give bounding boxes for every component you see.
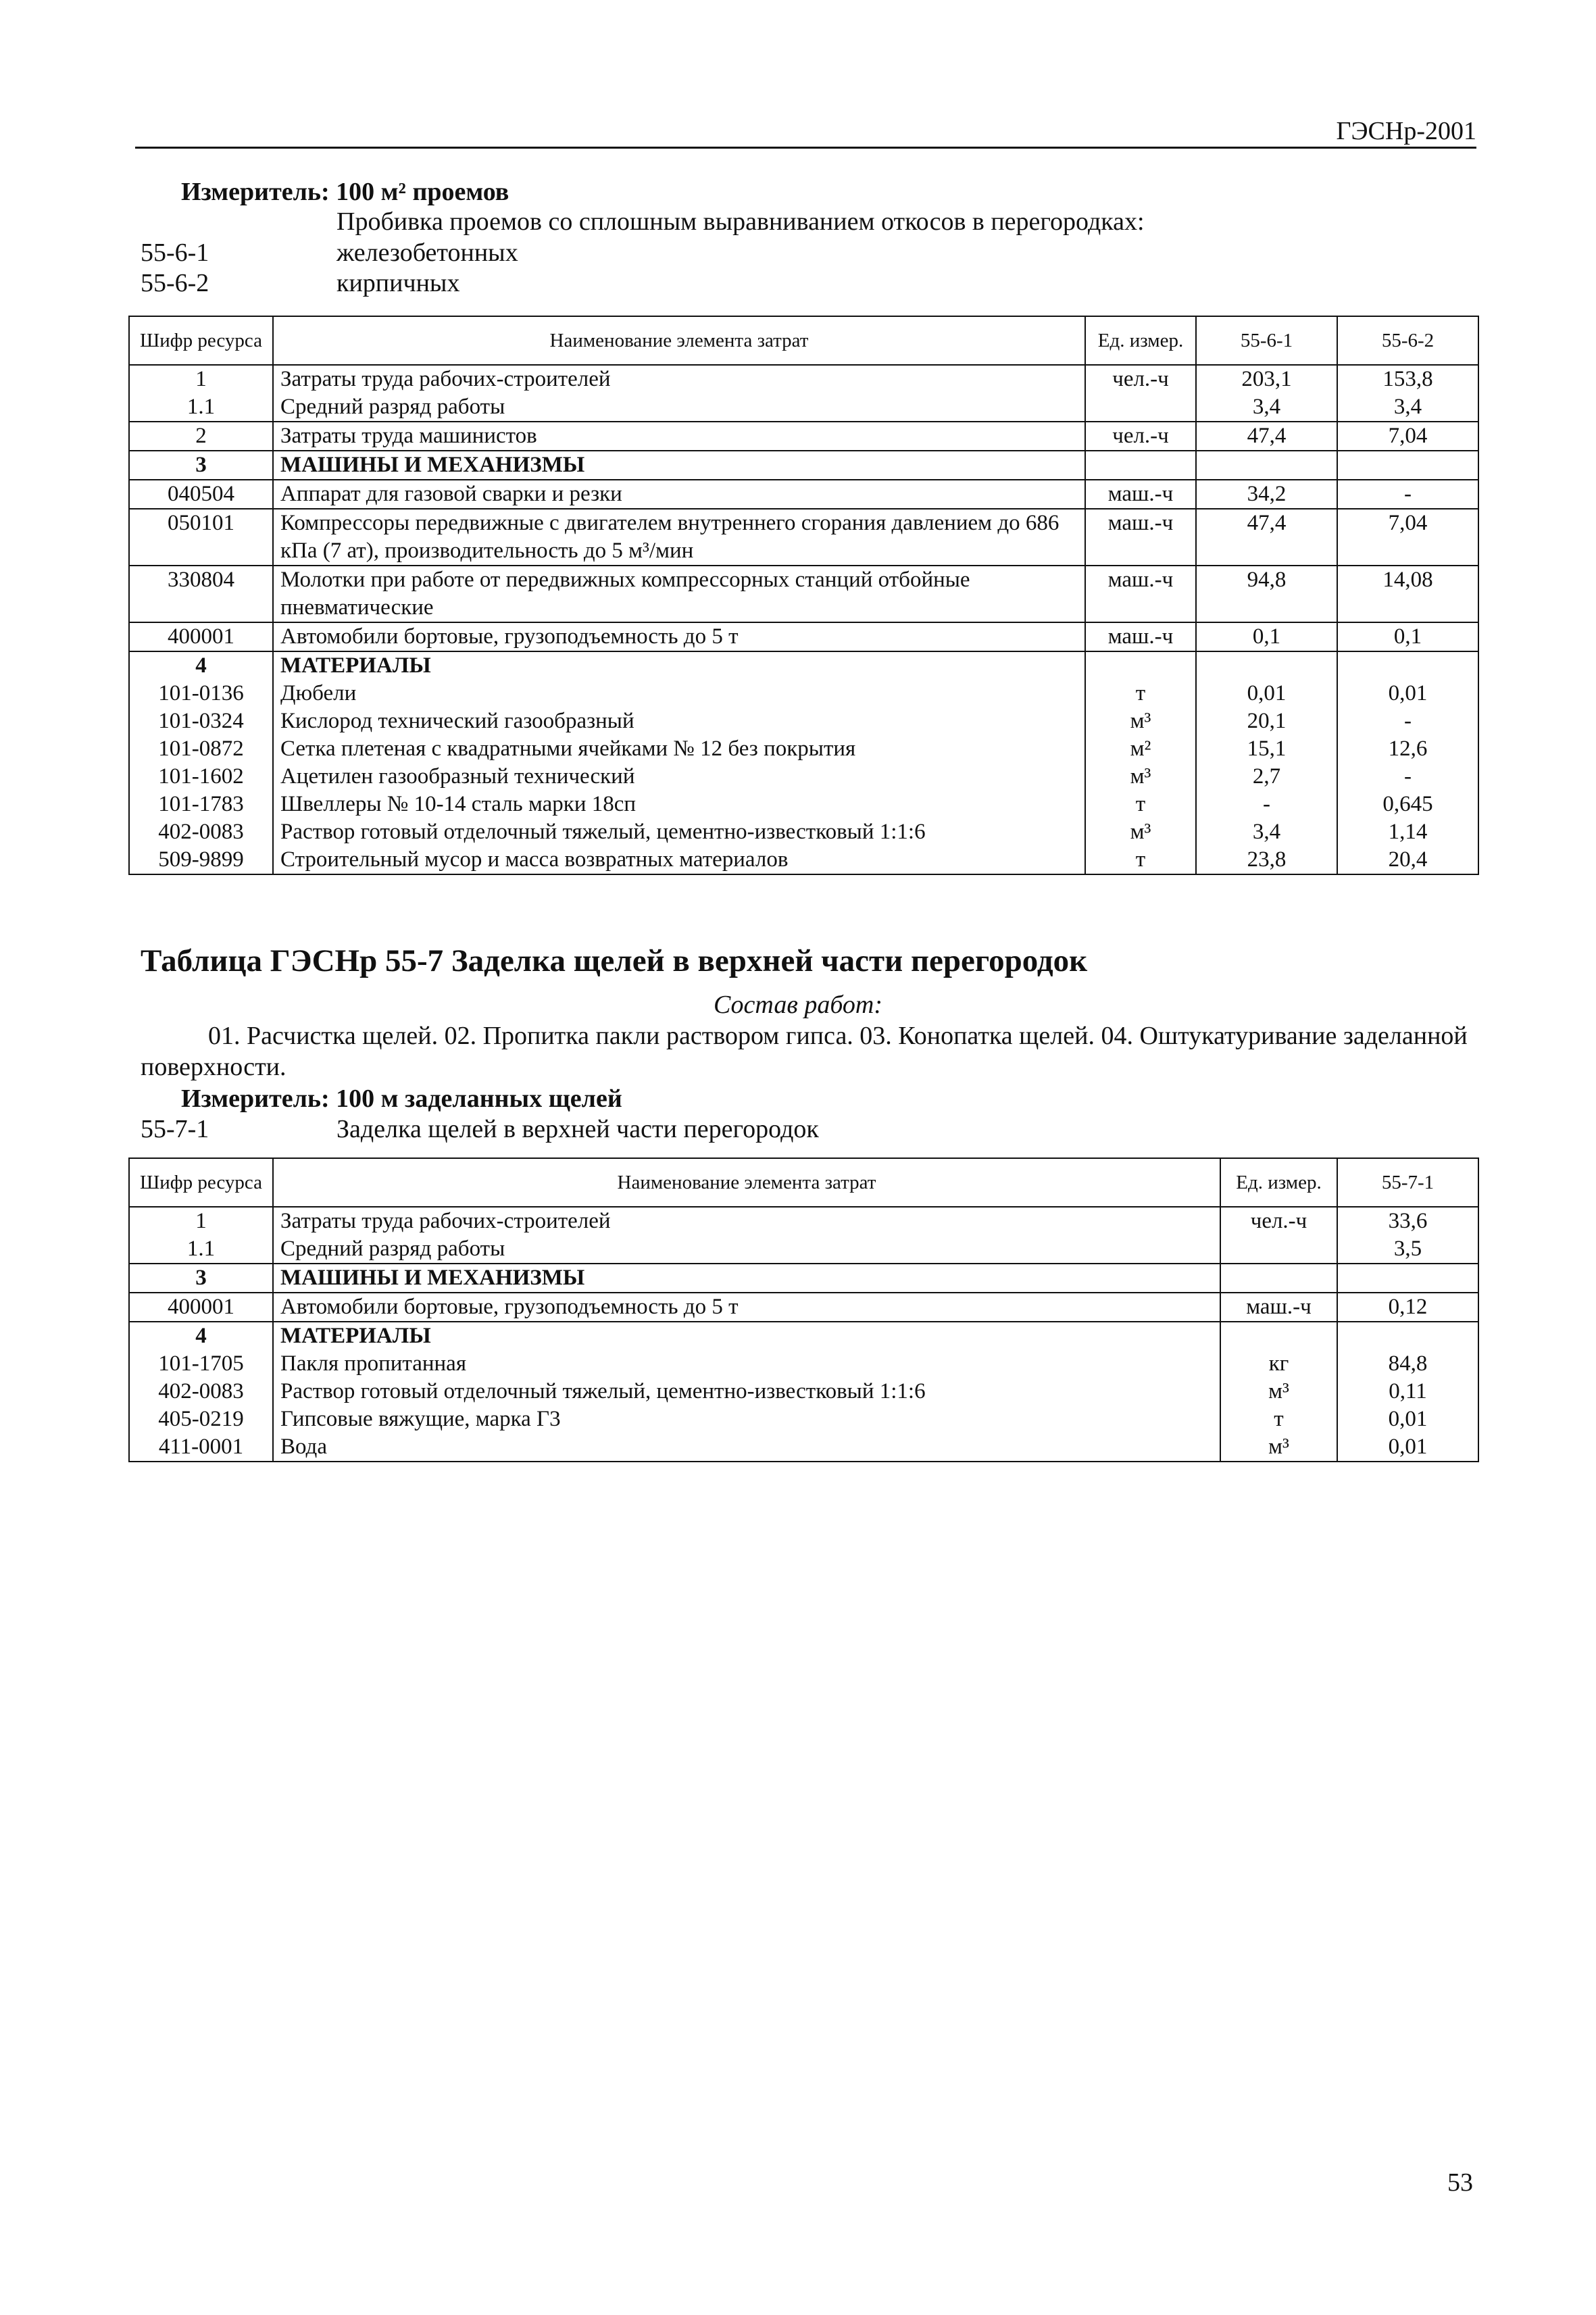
meter-line: Измеритель: 100 м заделанных щелей bbox=[181, 1085, 622, 1113]
value-cell: 0,11 bbox=[1337, 1378, 1478, 1405]
resource-name-cell: Гипсовые вяжущие, марка Г3 bbox=[273, 1405, 1220, 1433]
value-cell: 0,1 bbox=[1337, 622, 1478, 651]
value-cell bbox=[1337, 651, 1478, 680]
value-cell bbox=[1337, 1264, 1478, 1293]
resource-code-cell: 402-0083 bbox=[129, 1378, 273, 1405]
unit-cell: чел.-ч bbox=[1085, 365, 1196, 393]
table-row bbox=[129, 651, 1478, 680]
header-rule bbox=[135, 147, 1476, 149]
resource-name-cell: Средний разряд работы bbox=[273, 1235, 1220, 1264]
resource-name-cell: Швеллеры № 10-14 сталь марки 18сп bbox=[273, 791, 1085, 818]
resource-code-cell: 101-1602 bbox=[129, 763, 273, 791]
resource-code-cell: 411-0001 bbox=[129, 1433, 273, 1462]
value-cell: 20,4 bbox=[1337, 846, 1478, 874]
resource-name-cell: МАТЕРИАЛЫ bbox=[273, 1322, 1220, 1350]
value-cell: 3,4 bbox=[1196, 818, 1337, 846]
resource-code-cell: 330804 bbox=[129, 566, 273, 622]
resource-name-cell: Пакля пропитанная bbox=[273, 1350, 1220, 1378]
value-cell: - bbox=[1337, 480, 1478, 509]
unit-cell: маш.-ч bbox=[1220, 1293, 1337, 1322]
resource-name-cell: Ацетилен газообразный технический bbox=[273, 763, 1085, 791]
resource-name-cell: МАШИНЫ И МЕХАНИЗМЫ bbox=[273, 1264, 1220, 1293]
unit-cell: маш.-ч bbox=[1085, 622, 1196, 651]
column-header: Шифр ресурса bbox=[129, 316, 273, 365]
resource-name-cell: Раствор готовый отделочный тяжелый, цементно-известковый 1:1:6 bbox=[273, 818, 1085, 846]
column-header: 55-6-1 bbox=[1196, 316, 1337, 365]
resource-name-cell: МАТЕРИАЛЫ bbox=[273, 651, 1085, 680]
table-row bbox=[129, 763, 1478, 791]
value-cell bbox=[1196, 451, 1337, 480]
value-cell: 7,04 bbox=[1337, 422, 1478, 451]
resource-name-cell: Раствор готовый отделочный тяжелый, цементно-известковый 1:1:6 bbox=[273, 1378, 1220, 1405]
unit-cell bbox=[1085, 451, 1196, 480]
work-composition-text: 01. Расчистка щелей. 02. Пропитка пакли раствором гипса. 03. Конопатка щелей. 04. Оштукатуривание заделанной поверхности. bbox=[141, 1022, 1468, 1081]
norm-code: 55-6-1 bbox=[141, 239, 209, 267]
value-cell bbox=[1337, 1322, 1478, 1350]
value-cell: 94,8 bbox=[1196, 566, 1337, 622]
value-cell: 3,4 bbox=[1196, 393, 1337, 422]
column-header: 55-6-2 bbox=[1337, 316, 1478, 365]
resource-name-cell: Строительный мусор и масса возвратных материалов bbox=[273, 846, 1085, 874]
value-cell: 47,4 bbox=[1196, 422, 1337, 451]
table-row bbox=[129, 1264, 1478, 1293]
resource-code-cell: 509-9899 bbox=[129, 846, 273, 874]
column-header: Наименование элемента затрат bbox=[273, 316, 1085, 365]
value-cell: 20,1 bbox=[1196, 707, 1337, 735]
unit-cell: кг bbox=[1220, 1350, 1337, 1378]
value-cell: 3,4 bbox=[1337, 393, 1478, 422]
unit-cell: чел.-ч bbox=[1085, 422, 1196, 451]
table-row bbox=[129, 707, 1478, 735]
value-cell: 203,1 bbox=[1196, 365, 1337, 393]
unit-cell bbox=[1220, 1322, 1337, 1350]
table-row bbox=[129, 393, 1478, 422]
column-header: 55-7-1 bbox=[1337, 1158, 1478, 1207]
unit-cell: м³ bbox=[1085, 707, 1196, 735]
value-cell: 2,7 bbox=[1196, 763, 1337, 791]
table-row bbox=[129, 622, 1478, 651]
unit-cell bbox=[1085, 393, 1196, 422]
resource-code-cell: 101-1705 bbox=[129, 1350, 273, 1378]
column-header: Ед. измер. bbox=[1085, 316, 1196, 365]
resource-code-cell: 050101 bbox=[129, 509, 273, 566]
value-cell: 0,1 bbox=[1196, 622, 1337, 651]
value-cell bbox=[1337, 451, 1478, 480]
running-head: ГЭСНр-2001 bbox=[1336, 117, 1476, 145]
resource-code-cell: 402-0083 bbox=[129, 818, 273, 846]
table-row bbox=[129, 365, 1478, 393]
column-header: Шифр ресурса bbox=[129, 1158, 273, 1207]
unit-cell bbox=[1220, 1235, 1337, 1264]
table-row bbox=[129, 509, 1478, 566]
resource-name-cell: Автомобили бортовые, грузоподъемность до 5 т bbox=[273, 622, 1085, 651]
unit-cell: м³ bbox=[1085, 763, 1196, 791]
value-cell: 0,12 bbox=[1337, 1293, 1478, 1322]
unit-cell: т bbox=[1085, 680, 1196, 707]
value-cell: 23,8 bbox=[1196, 846, 1337, 874]
unit-cell: м³ bbox=[1220, 1378, 1337, 1405]
table-row bbox=[129, 818, 1478, 846]
value-cell: 0,01 bbox=[1337, 680, 1478, 707]
resource-code-cell: 1.1 bbox=[129, 1235, 273, 1264]
resource-code-cell: 1.1 bbox=[129, 393, 273, 422]
unit-cell: чел.-ч bbox=[1220, 1207, 1337, 1235]
unit-cell bbox=[1220, 1264, 1337, 1293]
value-cell: 47,4 bbox=[1196, 509, 1337, 566]
resource-name-cell: Дюбели bbox=[273, 680, 1085, 707]
resource-code-cell: 2 bbox=[129, 422, 273, 451]
meter-line: Измеритель: 100 м² проемов bbox=[181, 178, 509, 206]
value-cell: - bbox=[1337, 707, 1478, 735]
table-row bbox=[129, 451, 1478, 480]
value-cell: 1,14 bbox=[1337, 818, 1478, 846]
value-cell: - bbox=[1337, 763, 1478, 791]
table-row bbox=[129, 1322, 1478, 1350]
resource-name-cell: Средний разряд работы bbox=[273, 393, 1085, 422]
value-cell: 14,08 bbox=[1337, 566, 1478, 622]
resource-code-cell: 4 bbox=[129, 651, 273, 680]
value-cell: 7,04 bbox=[1337, 509, 1478, 566]
resource-name-cell: Кислород технический газообразный bbox=[273, 707, 1085, 735]
resource-code-cell: 040504 bbox=[129, 480, 273, 509]
column-header: Ед. измер. bbox=[1220, 1158, 1337, 1207]
resource-name-cell: Затраты труда машинистов bbox=[273, 422, 1085, 451]
table-row bbox=[129, 791, 1478, 818]
unit-cell: т bbox=[1085, 791, 1196, 818]
table-row bbox=[129, 680, 1478, 707]
resource-code-cell: 1 bbox=[129, 1207, 273, 1235]
resource-name-cell: Затраты труда рабочих-строителей bbox=[273, 365, 1085, 393]
resource-code-cell: 4 bbox=[129, 1322, 273, 1350]
resource-code-cell: 101-0136 bbox=[129, 680, 273, 707]
resource-name-cell: МАШИНЫ И МЕХАНИЗМЫ bbox=[273, 451, 1085, 480]
value-cell: 12,6 bbox=[1337, 735, 1478, 763]
unit-cell: т bbox=[1220, 1405, 1337, 1433]
page-number: 53 bbox=[1447, 2168, 1473, 2197]
resource-name-cell: Затраты труда рабочих-строителей bbox=[273, 1207, 1220, 1235]
resource-code-cell: 101-1783 bbox=[129, 791, 273, 818]
value-cell: 0,01 bbox=[1337, 1405, 1478, 1433]
unit-cell: т bbox=[1085, 846, 1196, 874]
value-cell: 3,5 bbox=[1337, 1235, 1478, 1264]
resource-name-cell: Аппарат для газовой сварки и резки bbox=[273, 480, 1085, 509]
value-cell: - bbox=[1196, 791, 1337, 818]
table-row bbox=[129, 1350, 1478, 1378]
unit-cell: м³ bbox=[1085, 818, 1196, 846]
unit-cell: маш.-ч bbox=[1085, 509, 1196, 566]
table-title: Таблица ГЭСНр 55-7 Заделка щелей в верхней части перегородок bbox=[141, 943, 1088, 978]
resource-code-cell: 400001 bbox=[129, 1293, 273, 1322]
table-row bbox=[129, 422, 1478, 451]
unit-cell bbox=[1085, 651, 1196, 680]
value-cell bbox=[1196, 651, 1337, 680]
table-row bbox=[129, 735, 1478, 763]
resource-code-cell: 101-0872 bbox=[129, 735, 273, 763]
table-row bbox=[129, 1293, 1478, 1322]
resource-name-cell: Вода bbox=[273, 1433, 1220, 1462]
norm-name: Заделка щелей в верхней части перегородок bbox=[336, 1115, 819, 1143]
value-cell: 0,01 bbox=[1196, 680, 1337, 707]
resource-table-55-6 bbox=[128, 316, 1479, 875]
resource-code-cell: 3 bbox=[129, 1264, 273, 1293]
resource-name-cell: Молотки при работе от передвижных компрессорных станций отбойные пневматические bbox=[273, 566, 1085, 622]
resource-code-cell: 101-0324 bbox=[129, 707, 273, 735]
norm-code: 55-7-1 bbox=[141, 1115, 209, 1143]
resource-name-cell: Сетка плетеная с квадратными ячейками № 12 без покрытия bbox=[273, 735, 1085, 763]
work-intro: Пробивка проемов со сплошным выравниванием откосов в перегородках: bbox=[336, 207, 1145, 236]
table-row bbox=[129, 566, 1478, 622]
column-header: Наименование элемента затрат bbox=[273, 1158, 1220, 1207]
table-header-row bbox=[129, 316, 1478, 365]
value-cell: 34,2 bbox=[1196, 480, 1337, 509]
norm-name: кирпичных bbox=[336, 269, 460, 297]
unit-cell: маш.-ч bbox=[1085, 566, 1196, 622]
table-row bbox=[129, 1433, 1478, 1462]
resource-code-cell: 400001 bbox=[129, 622, 273, 651]
table-row bbox=[129, 1207, 1478, 1235]
table-row bbox=[129, 846, 1478, 874]
resource-code-cell: 3 bbox=[129, 451, 273, 480]
value-cell: 15,1 bbox=[1196, 735, 1337, 763]
unit-cell: маш.-ч bbox=[1085, 480, 1196, 509]
unit-cell: м³ bbox=[1220, 1433, 1337, 1462]
work-composition-label: Состав работ: bbox=[713, 991, 883, 1019]
resource-code-cell: 405-0219 bbox=[129, 1405, 273, 1433]
resource-name-cell: Компрессоры передвижные с двигателем внутреннего сгорания давлением до 686 кПа (7 ат), производительность до 5 м³/мин bbox=[273, 509, 1085, 566]
table-row bbox=[129, 1405, 1478, 1433]
table-header-row bbox=[129, 1158, 1478, 1207]
table-row bbox=[129, 1235, 1478, 1264]
unit-cell: м² bbox=[1085, 735, 1196, 763]
resource-name-cell: Автомобили бортовые, грузоподъемность до 5 т bbox=[273, 1293, 1220, 1322]
table-row bbox=[129, 480, 1478, 509]
value-cell: 153,8 bbox=[1337, 365, 1478, 393]
resource-code-cell: 1 bbox=[129, 365, 273, 393]
table-row bbox=[129, 1378, 1478, 1405]
norm-name: железобетонных bbox=[336, 239, 518, 267]
value-cell: 0,645 bbox=[1337, 791, 1478, 818]
resource-table-55-7 bbox=[128, 1158, 1479, 1462]
norm-code: 55-6-2 bbox=[141, 269, 209, 297]
value-cell: 0,01 bbox=[1337, 1433, 1478, 1462]
value-cell: 33,6 bbox=[1337, 1207, 1478, 1235]
value-cell: 84,8 bbox=[1337, 1350, 1478, 1378]
